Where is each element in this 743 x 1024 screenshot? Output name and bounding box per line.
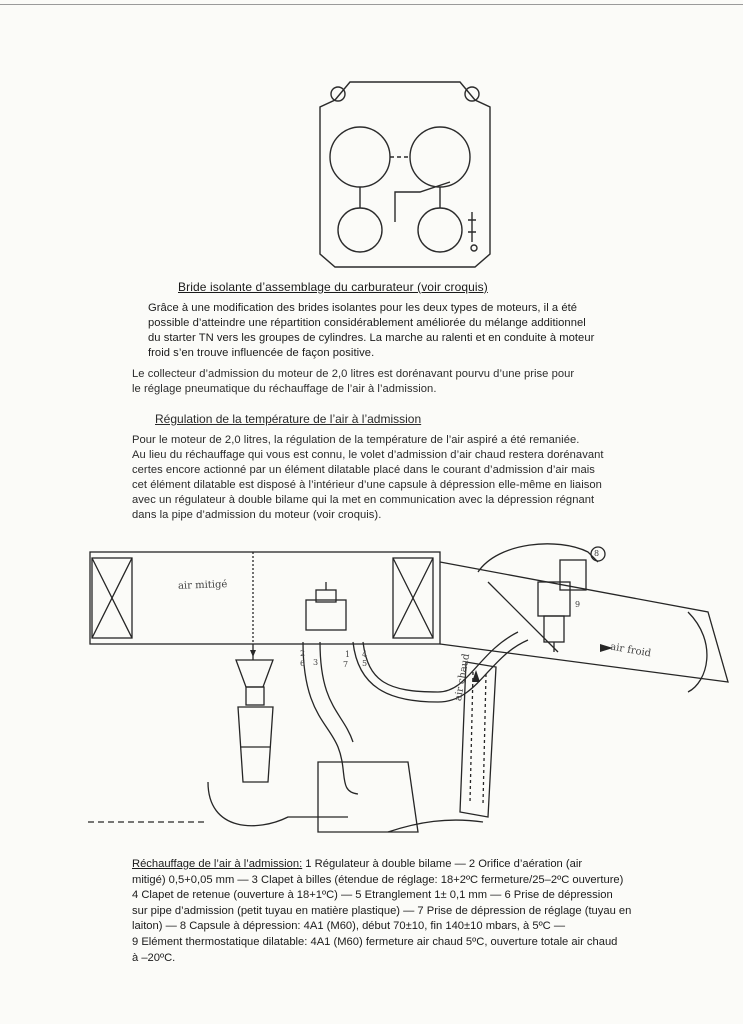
callout-6: 6 xyxy=(300,659,306,668)
paragraph-regulation: Pour le moteur de 2,0 litres, la régulation de la température de l’air aspiré a été remaniée. Au lieu du réchauffage qui vous est connu, le volet d’admission d’air chaud restera dorénavant certes encore actionné par un élément dilatable placé dans le courant d’admission d’air mais cet élément dilatable est disposé à l’intérieur d’une capsule à dépression elle-même en liaison avec un régulateur à double bilame qui la met en communication avec la dépression régnant dans la pipe d’admission du moteur (voir croquis). xyxy=(132,434,604,521)
callout-1: 1 xyxy=(345,650,351,659)
carburetor-flange-diagram xyxy=(300,72,510,282)
paragraph-manifold: Le collecteur d’admission du moteur de 2,0 litres est dorénavant pourvu d’une prise pour le réglage pneumatique du réchauffage de l’air à l’admission. xyxy=(132,368,575,395)
label-air-froid: air froid xyxy=(609,641,652,660)
legend-body: 1 Régulateur à double bilame — 2 Orifice d’aération (air mitigé) 0,5+0,05 mm — 3 Clapet à billes (étendue de réglage: 18+2ºC fermeture/25–2ºC ouverture) 4 Clapet de retenue (ouverture à 18+1ºC) — 5 Etranglement 1± 0,1 mm — 6 Prise de dépression sur pipe d’admission (petit tuyau en matière plastique) — 7 Prise de dépression de réglage (tuyau en laiton) — 8 Capsule à dépression: 4A1 (M60), début 70±10, fin 140±10 mbars, à 5ºC — 9 Elément thermostatique dilatable: 4A1 (M60) fermeture air chaud 5ºC, ouverture totale air chaud à –20ºC. xyxy=(132,858,632,964)
callout-8: 8 xyxy=(594,549,600,558)
callout-3: 3 xyxy=(313,658,319,667)
scan-edge-mark xyxy=(0,4,743,5)
legend-title: Réchauffage de l’air à l’admission: xyxy=(132,858,303,870)
callout-9: 9 xyxy=(575,600,581,609)
callout-5: 5 xyxy=(362,659,368,668)
section-title: Régulation de la température de l’air à l’admission xyxy=(155,412,422,426)
label-air-mitige: air mitigé xyxy=(177,579,228,592)
callout-4: 4 xyxy=(362,650,368,659)
diagram-legend xyxy=(132,857,737,966)
callout-2: 2 xyxy=(300,649,306,658)
flange-caption: Bride isolante d’assemblage du carburateur (voir croquis) xyxy=(178,280,488,294)
label-air-chaud: air chaud xyxy=(453,652,473,702)
paragraph-flange: Grâce à une modification des brides isolantes pour les deux types de moteurs, il a été possible d’atteindre une répartition considérablement améliorée du mélange additionnel du starter TN vers les groupes de cylindres. La marche au ralenti et en conduite à moteur froid s’en trouve influencée de façon positive. xyxy=(148,302,595,359)
callout-7: 7 xyxy=(343,660,349,669)
